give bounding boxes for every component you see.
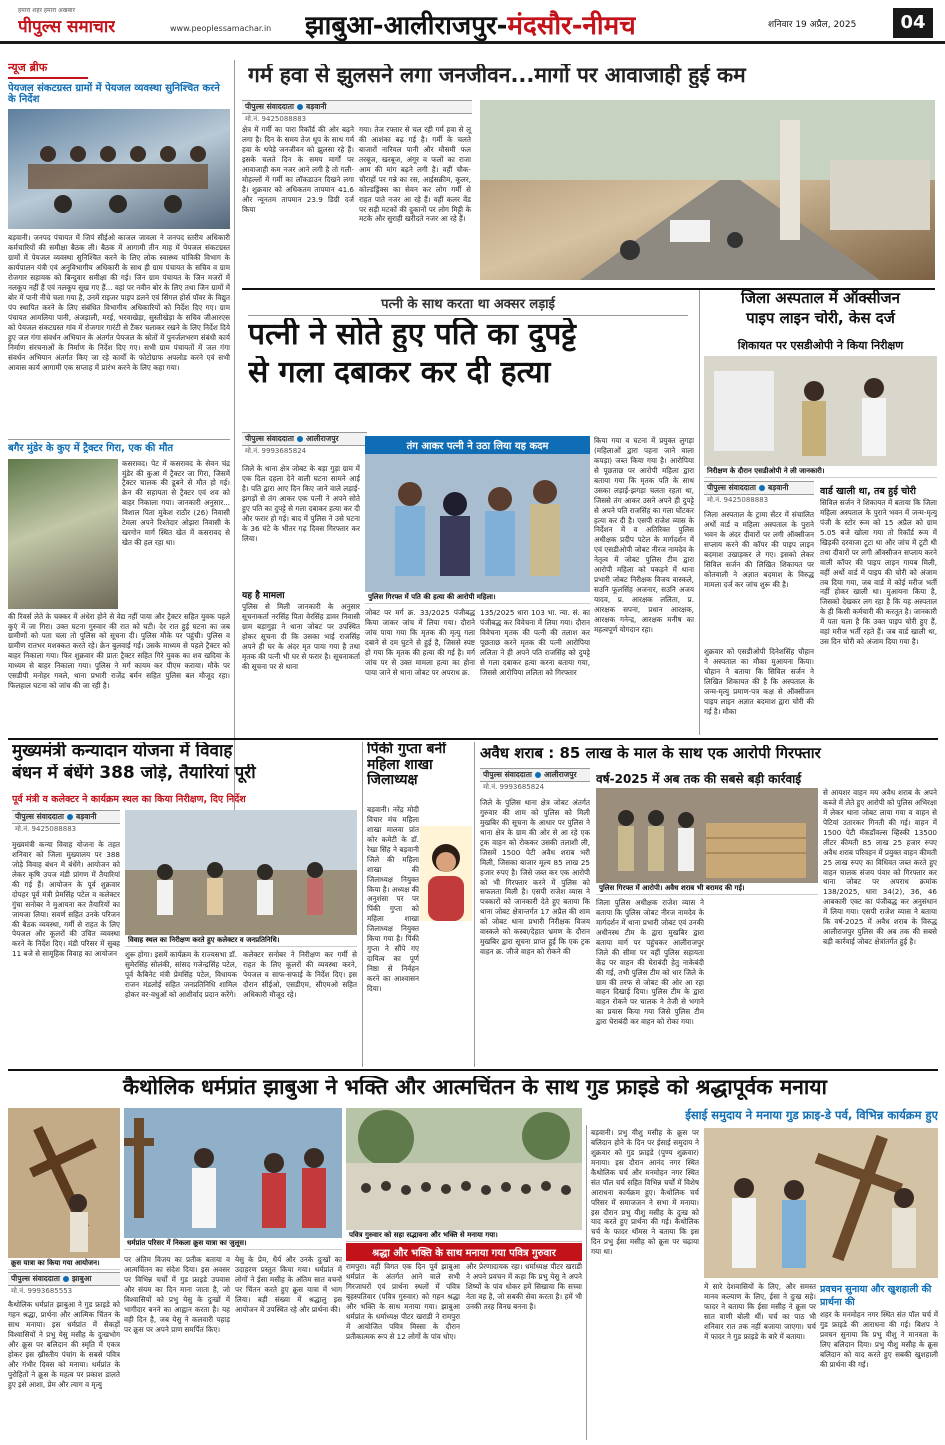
goodfriday-subhead: ईसाई समुदाय ने मनाया गुड फ्राइ-डे पर्व, विभिन्न कार्यक्रम हुए (685, 1108, 938, 1122)
heat-byline-name: पीपुल्स संवाददाता (245, 102, 294, 111)
hospital-illustration (704, 356, 937, 466)
brief-item2-body-part2: की रिवर्स लेते के चक्कर में अंधेरा होने से वेद्य नहीं पाया और ट्रैक्टर सहित युवक पहले कुएं में जा गिरा। उक्त घटना गुरुवार की रात को घटी। देर रात हुई घटना का जब ग्रामीणों को पता चला तो पुलिस को सूचना दी। पुलिस मौके पर पहुंची। पुलिस व ग्रामीण रातभर मशक्कत करते रहे। क्रेन बुलवाई गई। उसके माध्यम से पहले ट्रैक्टर को बाहर निकाला गया। फिर शुक्रवार की प्रातः ट्रैक्टर सहित गिरे युवक का शव खदिया के माध्यम से बाहर निकाला गया। पुलिस ने मर्ग कायम कर पीएम कराया। मौके पर एसडीपी मनोहर गवले, थाना प्रभारी राजेंद्र बर्मन सहित पुलिस बल मौजूद रहा। फिलहाल घटना को जांच की जा रही है। (8, 611, 230, 691)
goodfriday-byline-block (8, 1272, 120, 1297)
murder-photo-block (365, 436, 590, 604)
heat-byline-city: बड़वानी (305, 102, 327, 111)
column-divider (362, 742, 363, 1067)
murder-topline: पत्नी के साथ करता था अक्सर लड़ाई (248, 294, 688, 316)
liquor-photo (596, 788, 818, 883)
crowd-illustration (346, 1108, 582, 1230)
cross-procession-photo-1 (8, 1108, 120, 1258)
liquor-byline (480, 768, 590, 782)
goodfriday-col5: और प्रेरणादायक रहा। धर्माध्यक्ष पीटर खराडी ने अपने प्रवचन में कहा कि प्रभु येसु ने अपने शिष्यों के पांव धोकर हमें सिखाया कि सच्चा नेता वह है, जो सबकी सेवा करता है। हमें भी उनकी तरह विनम्र बनना है। (466, 1262, 582, 1311)
website-url[interactable]: www.peoplessamachar.in (170, 24, 272, 33)
hospital-mobile: मो.नं. 9425088883 (707, 496, 769, 504)
hospital-col2: सिविल सर्जन ने शिकायत में बताया कि जिला महिला अस्पताल के पुराने भवन में जन्म-मृत्यु पंजी के स्टोर रूम को 15 अप्रैल को ग्राम 5.05 बजे खोला गया तो रिकॉर्ड रूम में खिड़की दरवाजा टूटा था और जांच में टूटी थी तथा दीवारों पर लगी ऑक्सीजन सप्लाय करने वाली कॉपर की पाइप लाइन गायब मिली, वहीं अर्थो वार्ड में पाइप की चोरी को अंजाम तब दिया गया, जब वार्ड में कोई मरीज भर्ती नहीं होकर खाली था। मुआयना किया है, जिसको देखकर लग रहा है कि यह अस्पताल के ही किसी कर्मचारी की करतूत है। जानकारी में पता चला है कि उक्त पाइप चोरी हुए हैं, वहां मरीज भर्ती रहते हैं। जब वार्ड खाली था, उस दिन चोरी को अंजाम दिया गया है। (820, 498, 937, 647)
police-group-illustration (365, 454, 590, 592)
column-divider (474, 742, 475, 1067)
hospital-side-headline: वार्ड खाली था, तब हुई चोरी (820, 486, 917, 497)
kanyadan-photo-caption: विवाह स्थल का निरीक्षण करते हुए कलेक्टर व जनप्रतिनिधि। (125, 935, 357, 947)
goodfriday-side-headline: प्रवचन सुनाया और खुशहाली की प्रार्थना की (820, 1284, 932, 1308)
hospital-headline-line2: पाइप लाइन चोरी, केस दर्ज (746, 310, 895, 327)
liquor-col1: जिले के पुलिस थाना क्षेत्र जोबट अंतर्गत गुरुवार की शाम को पुलिस को मिली मुखबिर की सूचना के आधार पर पुलिस ने थाना क्षेत्र के ग्राम की ओर से आ रहे एक ट्रक वाहन को रोककर उसकी तलाशी ली, जिसमें 1500 पेटी अवैध शराब भरी मिली, जिसका बाजार मूल्य 85 लाख 25 हजार रुपए है। जिसे जब्त कर एक आरोपी को भी गिरफ्तार करने में पुलिस को सफलता मिली है। एसपी राजेश व्यास ने पत्रकारों को जानकारी देते हुए बताया कि थाना जोबट क्षेत्रान्तर्गत 17 अप्रैल की शाम को जोबट थाना प्रभारी निरीक्षक विजय वास्कले को कस्बा/देहात भ्रमण के दौरान मुखबिर द्वारा सूचना प्राप्त हुई कि एक ट्रक वाहन क्र. जीजे वाहन को रोकने की (480, 798, 590, 957)
kanyadan-col3: कलेक्टर सनोबर ने निरीक्षण कर गर्मी से राहत के लिए कूलरों की व्यवस्था करने, पेयजल व साफ-सफाई के निर्देश दिए। इस दौरान सीईओ, एसडीएम, सीएमओ सहित अधिकारी मौजूद रहे। (243, 950, 357, 999)
hospital-byline-city: बड़वानी (767, 483, 789, 492)
murder-byline-block (242, 432, 367, 462)
goodfriday-side-body: शहर के मनमोहन नगर स्थित संत पॉल चर्च में गुड फ्राइडे की आराधना की गई। बिशप ने प्रवचन सुनाया कि प्रभु यीशु ने मानवता के लिए बलिदान दिया। प्रभु यीशु मसीह के क्रूस बलिदान को याद करते हुए सबकी खुशहाली की प्रार्थना की गई। (820, 1310, 938, 1369)
liquor-byline-city: आलीराजपुर (543, 770, 577, 779)
meeting-illustration (8, 109, 230, 229)
bullet-icon (297, 104, 303, 110)
pinky-portrait (420, 826, 472, 921)
goodfriday-col2: पर अंतिम विजय का प्रतीक बताया व आत्मचिंतन का संदेश दिया। इस अवसर पर विभिन्न चर्चों में गुड फ्राइडे उपवास और संयम का दिन माना जाता है, जो विश्वासियों को प्रभु येसु के दुःखों में भागीदार बनने का आह्वान करता है। यह वही दिन है, जब येसु ने कलवारी पहाड़ पर क्रूस पर अपने प्राण समर्पित किए। (124, 1255, 230, 1334)
kanyadan-col1: मुख्यमंत्री कन्या विवाह योजना के तहत शनिवार को जिला मुख्यालय पर 388 जोड़े विवाह बंधन में बंधेंगे। आयोजन को लेकर कृषि उपज मंडी प्रांगण में तैयारियां की गई हैं। आयोजन के पूर्व शुक्रवार दोपहर पूर्व मंत्री प्रेमसिंह पटेल व कलेक्टर गुंचा सनोबर ने मुआयना कर तैयारियों का जायजा लिया। सवर्ण सहित उनके परिजन की बैठक व्यवस्था, गर्मी से राहत के लिए पेयजल और कूलरों की उचित व्यवस्था करने के निर्देश दिए। मंडी परिसर में सुबह 11 बजे से सामूहिक विवाह का आयोजन (12, 840, 120, 959)
goodfriday-caption-1: क्रूस यात्रा का किया गया आयोजन। (8, 1258, 120, 1270)
column-divider (586, 1125, 587, 1440)
hospital-byline-name: पीपुल्स संवाददाता (707, 483, 756, 492)
edition-date: शनिवार 19 अप्रैल, 2025 (768, 20, 857, 30)
hospital-byline-block (704, 481, 814, 506)
goodfriday-col6: बड़वानी। प्रभु यीशु मसीह के क्रूस पर बलिदान होने के दिन पर ईसाई समुदाय ने शुक्रवार को गुड फ्राइडे (पुण्य शुक्रवार) मनाया। इस दौरान आनंद नगर स्थित कैथोलिक चर्च और मनमोहन नगर स्थित संत पॉल चर्च सहित विभिन्न चर्चों में विशेष आराधना कार्यक्रम हुए। कैथोलिक चर्च परिसर में समाजजन ने सभा में मनाया। इस दौरान प्रभु यीशु मसीह के दुःख को याद करते हुए प्रार्थना की गई। कैथोलिक चर्च के फादर थॉमस ने बताया कि इस दिन प्रभु ईसा मसीह को क्रूस पर चढ़ाया गया था। (591, 1128, 699, 1257)
holy-thursday-crowd-photo (346, 1108, 582, 1230)
meeting-photo (8, 109, 230, 229)
kanyadan-photo (125, 810, 357, 935)
page-number: 04 (893, 8, 933, 38)
pinky-headline: पिंकी गुप्ता बनीं महिला शाखा जिलाध्यक्ष (367, 742, 446, 789)
brief-item2-body-part1: कसरावद। पेट में कसरावद के सेवन चंद्र मुंडेर की कुआ में ट्रैक्टर जा गिरा, जिसमें ट्रैक्टर चालक की डूबने से मौत हो गई। क्रेन की सहायता से ट्रैक्टर एवं शव को बाहर निकाला गया। जानकारी अनुसार... विशाल पिता मुकेश राठौर (26) निवासी टेमला अपने रिश्तेदार ओझरा निवासी के खरगोन मार्ग स्थित खेत में कसरावद से खेत की हल रहा था। (122, 458, 230, 548)
liquor-headline: अवैध शराब : 85 लाख के माल के साथ एक आरोपी गिरफ्तार (480, 745, 821, 762)
kanyadan-subhead: पूर्व मंत्री व कलेक्टर ने कार्यक्रम स्थल का किया निरीक्षण, दिए निर्देश (12, 794, 246, 805)
murder-col1b: पुलिस से मिली जानकारी के अनुसार सूचनाकर्ता नरसिंह पिता वेरसिंह डावर निवासी ग्राम बड़ागुड़ा ने थाना जोबट पर उपस्थित होकर सूचना दी कि उसका भाई राजसिंह अपने ही घर के अंदर मृत पाया गया है तथा मृतक की पत्नी भी घर से फरार है। सूचनाकर्ता की सूचना पर से थाना (242, 602, 360, 671)
section-rule (8, 738, 938, 740)
venue-inspection-illustration (125, 810, 357, 935)
heat-byline (242, 100, 472, 114)
heat-mobile: मो.नं. 9425088883 (245, 115, 307, 123)
pinky-body: बड़वानी। नरेंद्र मोदी विचार मंच महिला शाखा मालवा प्रांत कोर कमेटी के डॉ. रेखा सिंह ने बड़वानी जिले की महिला शाखा की जिलाध्यक्ष नियुक्त किया है। अध्यक्ष की अनुशंसा पर पर पिंकी गुप्ता को महिला शाखा जिलाध्यक्ष नियुक्त किया गया है। पिंकी गुप्ता ने सौंपे गए दायित्व का पूर्ण निष्ठा से निर्वहन करने का आश्वासन दिया। (367, 805, 419, 993)
murder-byline-name: पीपुल्स संवाददाता (245, 434, 294, 443)
bullet-icon (297, 436, 303, 442)
goodfriday-col1: कैथोलिक धर्मप्रांत झाबुआ ने गुड फ्राइडे को गहन श्रद्धा, प्रार्थना और आत्मिक चिंतन के साथ मनाया। इस धर्मप्रांत में सैकड़ों विश्वासियों ने प्रभु येसु मसीह के दुःखभोग और क्रूस पर बलिदान की स्मृति में एकत्र होकर इस ख्रीस्तीय पंचांग के सबसे पवित्र और गंभीर दिवस को मनाया। धर्मप्रांत के पुरोहितों ने क्रूस के महत्व पर प्रकाश डालते हुए इसे आशा, प्रेम और त्याग व मृत्यु (8, 1300, 120, 1389)
page-title (305, 6, 636, 42)
hospital-col1b: शुक्रवार को एसडीओपी दिनेशसिंह चौहान ने अस्पताल का मौका मुआयना किया। चौहान ने बताया कि सिविल सर्जन ने लिखित शिकायत की है कि अस्पताल के जन्म-मृत्यु प्रमाण-पत्र कक्ष से ऑक्सीजन पाइप लाइन अज्ञात बदमाश द्वारा चोरी की गई है। मौका (704, 647, 814, 716)
cross-illustration (8, 1108, 120, 1258)
hospital-photo (704, 356, 937, 466)
liquor-byline-block (480, 768, 590, 793)
liquor-col2: जिला पुलिस अधीक्षक राजेश व्यास ने बताया कि पुलिस जोबट नीरज नामदेव के मार्गदर्शन में थाना प्रभारी जोबट एवं उनकी अधीनस्थ टीम के द्वारा मुखबिर द्वारा बताया मार्ग पर पहुंचकर आलीराजपुर जिले की सीमा पर वहीं पुलिस सहायता केंद्र पर वाहन की घेराबंदी हेतु नाकेबंदी की गई, तभी पुलिस टीम को धार जिले के ग्राम की तरफ से जोबट की ओर आ रहा वाहन दिखाई दिया। पुलिस टीम के द्वारा वाहन रोकने पर चालक ने तेजी से भगाने का प्रयास किया गया जिसे पुलिस टीम द्वारा घेराबंदी कर वाहन को रोका गया। (596, 898, 704, 1027)
cross-bearing-illustration (704, 1128, 938, 1278)
page-title-red: मंदसौर-नीमच (507, 11, 636, 41)
murder-photo-caption: पुलिस गिरफ्त में पति की हत्या की आरोपी महिला। (365, 592, 590, 604)
kanyadan-headline-line1: मुख्यमंत्री कन्यादान योजना में विवाह (12, 742, 233, 761)
heat-story (242, 100, 472, 290)
goodfriday-byline (8, 1272, 120, 1286)
murder-photo-banner: तंग आकर पत्नी ने उठा लिया यह कदम (365, 436, 590, 454)
hospital-byline (704, 481, 814, 495)
section-rule (8, 1069, 938, 1071)
hospital-subhead: शिकायत पर एसडीओपी ने किया निरीक्षण (737, 339, 904, 352)
brief-item1-headline: पेयजल संकटग्रस्त ग्रामों में पेयजल व्यवस्था सुनिश्चित करने के निर्देश (8, 83, 220, 106)
murder-col4: किया गया व घटना में प्रयुक्त लुगड़ा (महिलाओं द्वारा पहना जाने वाला कपड़ा) जब्त किया गया है। आरोपिया से पूछताछ पर आरोपी महिला द्वारा बताया गया कि मृतक पति के साथ उसका लड़ाई-झगड़ा चलता रहता था, जिससे तंग आकर उसने अपने ही दुपट्टे से अपने पति राजसिंह का गला घोंटकर हत्या कर दी है। एसपी राजेश व्यास के निर्देशन में व अतिरिक्त पुलिस अधीक्षक प्रदीप पटेल के मार्गदर्शन में एवं एसडीओपी जोबट नीरज नामदेव के नेतृत्व में जोबट पुलिस टीम द्वारा आरोपी महिला को पकड़ने में थाना प्रभारी जोबट निरीक्षक विजय वास्कले, सउनि फूलसिंह अजनार, सउनि अजय यादव, प्र. आरक्षक ललिता, प्र. आरक्षक सपना, प्रधान आरक्षक, आरक्षक गनेन्द्र, आरक्षक मनीष का महत्वपूर्ण योगदान रहा। (594, 436, 694, 634)
goodfriday-col3: येसु के प्रेम, धैर्य और उनके दुःखों का उदाहरण प्रस्तुत किया गया। धर्मप्रांत में लोगों ने ईसा मसीह के अंतिम सात वचनों पर चिंतन करते हुए क्रूस यात्रा में भाग लिया। बड़ी संख्या में श्रद्धालु इस आयोजन में उपस्थित रहे और प्रार्थना की। (235, 1255, 342, 1314)
church-procession-photo (124, 1108, 342, 1238)
heat-col1: क्षेत्र में गर्मी का पारा रिकॉर्ड की ओर बढ़ने लगा है। दिन के समय तेज धूप के साथ गर्म हवा के थपेड़े जनजीवन को झुलसा रहे हैं। इसके चलते दिन के समय मार्गों पर आवाजाही कम नजर आने लगी है तो गली-मोहल्लों में गर्मी का लॉकडाउन दिखने लगा है। शुक्रवार को अधिकतम तापमान 41.6 और न्यूनतम तापमान 23.9 डिग्री दर्ज किया (242, 125, 354, 214)
liquor-mobile: मो.नं. 9993685824 (483, 783, 545, 791)
kanyadan-byline-name: पीपुल्स संवाददाता (15, 812, 64, 821)
kanyadan-byline-block (12, 810, 120, 835)
logo-text: पीपुल्स समाचार (18, 17, 116, 37)
goodfriday-byline-city: झाबुआ (71, 1274, 92, 1283)
liquor-subhead: वर्ष-2025 में अब तक की सबसे बड़ी कार्रवाई (596, 772, 802, 786)
bullet-icon (759, 485, 765, 491)
kanyadan-mobile: मो.नं. 9425088883 (15, 825, 77, 833)
brief-item2-headline: बगैर मुंडेर के कुए में ट्रैक्टर गिरा, एक की मौत (8, 439, 230, 454)
goodfriday-caption-2: धर्मप्रांत परिसर में निकला क्रूस यात्रा का जुलूस। (124, 1238, 342, 1250)
heat-col2: गया। तेज रफ्तार से चल रही गर्म हवा से लू की आशंका बढ़ गई है। गर्मी के चलते बाजारों नारियल पानी और मौसमी फल तरबूज, खरबूज, अंगूर व फलों का राजा आम की मांग बढ़ने लगी है। वहीं चौक-चौराहों पर गन्ने का रस, आईसक्रीम, कूलर, कोल्डड्रिंक्स का सेवन कर लोग गर्मी से राहत पाते नजर आ रहे हैं। वहीं कलर वेंड पर सड़ी मटकों की दुकानों पर लोग मिट्टी के मटके और सुराही खरीदते नजर आ रहे हैं। (359, 125, 471, 224)
kanyadan-headline-line2: बंधन में बंधेंगे 388 जोड़े, तैयारियां पूरी (12, 764, 256, 783)
church-service-illustration (124, 1108, 342, 1238)
column-divider (699, 290, 700, 735)
seized-liquor-illustration (596, 788, 818, 883)
holy-thursday-banner: श्रद्धा और भक्ति के साथ मनाया गया पवित्र गुरुवार (346, 1243, 582, 1261)
goodfriday-mobile: मो.नं. 9993685553 (11, 1287, 73, 1295)
street-illustration (480, 100, 935, 280)
logo-tagline: हमारा शहर हमारा अखबार (18, 7, 76, 14)
street-photo (480, 100, 935, 280)
murder-subhead: यह है मामला (242, 591, 285, 601)
masthead (0, 0, 945, 44)
page-title-black: झाबुआ-आलीराजपुर- (305, 11, 508, 41)
liquor-photo-caption: पुलिस गिरफ्त में आरोपी। अवैध शराब भी बरामद की गई। (596, 883, 818, 895)
hospital-col1: जिला अस्पताल के ट्रामा सेंटर में संचालित अर्थो वार्ड व महिला अस्पताल के पुराने भवन के अंदर दीवारों पर लगी ऑक्सीजन सप्लाय करने की कॉपर की पाइप लाइन बदमाश उखाड़कर ले गए। इसको लेकर सिविल सर्जन की लिखित शिकायत पर कोतवाली ने अज्ञात बदमाश के विरुद्ध मामला दर्ज कर जांच शुरू की है। (704, 510, 814, 589)
liquor-byline-name: पीपुल्स संवाददाता (483, 770, 532, 779)
goodfriday-byline-name: पीपुल्स संवाददाता (11, 1274, 60, 1283)
goodfriday-col4: रामपुरा। वहीं विगत एक दिन पूर्व झाबुआ धर्मप्रांत के अंतर्गत आने वाले सभी गिरजाघरों एवं प्रार्थना स्थलों में पवित्र बृहस्पतिवार (पवित्र गुरुवार) को गहन श्रद्धा और भक्ति के साथ मनाया गया। झाबुआ धर्मप्रांत के धर्माध्यक्ष पीटर खराडी ने रामपुरा में आयोजित पवित्र मिस्सा के दौरान प्रतीकात्मक रूप से 12 लोगों के पांव धोए। (346, 1262, 460, 1341)
tractor-well-photo (8, 459, 118, 609)
kanyadan-byline-city: बड़वानी (75, 812, 97, 821)
brief-item1-body: बड़वानी। जनपद पंचायत में जिपं सीईओ काजल जावला ने जनपद स्तरीय अधिकारी कर्मचारियों की समीक्षा बैठक ली। बैठक में आगामी तीन माह में पेयजल संकटग्रस्त ग्रामों में पेयजल व्यवस्था सुनिश्चित करने के लिए लोक स्वास्थ्य यांत्रिकी विभाग के कार्यपालन यंत्री एवं अनुविभागीय अधिकारी के साथ ही ग्राम पंचायत के सचिव व ग्राम रोजगार सहायक को बिन्दुवार समीक्षा की गई। जिन ग्राम पंचायत के जिन मजरों में नलकूप नहीं हैं एवं नलकूप सूख गए हैं... वहां पर नवीन बोर के लिए तथा जिन ग्रामों में बोर में पानी नीचे चला गया है, उनमें राइजर पाइप डलने एवं सिंगल होर्स पॉवर के विद्युत पंप स्थापित करने के लिए संबंधित विभागीय अधिकारियों को निर्देश दिए गए। ग्राम पंचायत आमलिया पानी, अंजड़ाली, मरई, भरवाखेड़ा, सुस्तीखेड़ा के सचिव जीआरएस को पेयजल संकटग्रस्त गांव में रोजगार गारंटी से टैंकर चलाकर रखने के लिए निर्देश दिये हुए जल गंगा संवर्धन अभियान के अंतर्गत पेयजल के स्रोतों में पुनर्जलभरण संबंधी कार्य निर्माण संरचनाओं के निर्माण के निर्देश दिए गए। सभी ग्राम पंचायतों में जल गंगा संवर्धन अभियान अंतर्गत किए जा रहे कार्यों के फोटोग्राफ अपलोड करने एवं सभी आवास कार्य आगामी एक सप्ताह में प्रारंभ करने के लिए कहा गया। (8, 233, 230, 372)
kanyadan-col2: शुरू होगा। इसमें कार्यक्रम के राज्यसभा डॉ. सुमेरसिंह सोलंकी, सांसद गजेन्द्रसिंह पटेल, पूर्व कैबिनेट मंत्री प्रेमसिंह पटेल, विधायक राजन मंडलोई सहित जनप्रतिनिधि शामिल होकर वर-वधुओं को आशीर्वाद प्रदान करेंगे। (125, 950, 237, 999)
murder-byline (242, 432, 367, 446)
portrait-illustration (420, 826, 472, 921)
bullet-icon (63, 1276, 69, 1282)
hospital-headline-line1: जिला अस्पताल में ऑक्सीजन (740, 290, 901, 307)
liquor-col2-spill (710, 898, 818, 1066)
badwani-goodfriday-photo (704, 1128, 938, 1278)
liquor-col3: से आयशर वाहन मय अवैध शराब के अपने कब्जे में लेते हुए आरोपी को पुलिस अभिरक्षा में लेकर थाना जोबट लाया गया व वाहन से पेटियां उतारकर गिनती की गई। वाहन में 1500 पेटी मॅकडॉवल्स व्हिस्की 13500 लीटर कीमती 85 लाख 25 हजार रुपए अवैध शराब परिवहन में प्रयुक्त वाहन कीमती 25 लाख रुपए का विधिवत जब्त करते हुए वाहन चालक संजय पंवार को गिरफ्तार कर थाना जोबट पर अपराध क्रमांक 138/2025, धारा 34(2), 36, 46 आबकारी एक्ट का पंजीबद्ध कर अनुसंधान में लिया गया। एसपी राजेश व्यास ने बताया कि वर्ष-2025 में अवैध शराब के विरुद्ध आलीराजपुर पुलिस की अब तक की सबसे बड़ी कार्रवाई जोबट क्षेत्रांतर्गत हुई है। (823, 788, 937, 947)
goodfriday-headline: कैथोलिक धर्मप्रांत झाबुआ ने भक्ति और आत्मचिंतन के साथ गुड फ्राइडे को श्रद्धापूर्वक मनाया (123, 1076, 827, 1099)
murder-headline-line1: पत्नी ने सोते हुए पति का दुपट्टे (248, 318, 577, 352)
goodfriday-col7: में सारे देशवासियों के लिए, और समस्त मानव कल्याण के लिए, ईसा ने दुःख सहे। फादर ने बताया कि ईसा मसीह ने क्रूस पर सात वाणी बोली थीं। चर्च का पाठ भी शनिवार रात तक नहीं बजाया जाएगा। चर्च में फादर ने गुड फ्राइडे के बारे में बताया। (704, 1282, 816, 1341)
murder-mobile: मो.नं. 9993685824 (245, 447, 307, 455)
news-brief-label: न्यूज ब्रीफ (8, 60, 88, 79)
newspaper-logo (18, 6, 115, 37)
murder-col2: जोबट पर मर्ग क्र. 33/2025 पंजीबद्ध किया जाकर जांच में लिया गया। दौराने जांच पाया गया कि मृतक की मृत्यु गला दबाने से दम घुटने से हुई है, जिससे स्पष्ट हो गया कि मृतक की हत्या की गई है। मर्ग जांच पर से उक्त मामला हत्या का होना पाया जाने से थाना जोबट पर अपराध क्र. (365, 608, 475, 677)
hospital-photo-caption: निरीक्षण के दौरान एसडीओपी ने ली जानकारी। (704, 466, 937, 478)
murder-col3: 135/2025 धारा 103 भा. न्या. सं. का पंजीबद्ध कर विवेचना में लिया गया। दौरान विवेचना मृतक की पत्नी की तलाश कर पूछताछ करने मृतक की पत्नी आरोपिया ललिता ने ही अपने पति राजसिंह को दुपट्टे से गला दबाकर हत्या करना बताया गया, जिससे आरोपिया ललिता को गिरफ्तार (480, 608, 590, 677)
goodfriday-caption-3: पवित्र गुरुवार को सहा सद्भावना और भक्ति से मनाया गया। (346, 1230, 582, 1242)
murder-headline-line2: से गला दबाकर कर दी हत्या (248, 356, 551, 390)
bullet-icon (67, 814, 73, 820)
murder-col1a: जिले के थाना क्षेत्र जोबट के बड़ा गुड़ा ग्राम में एक दिल दहला देने वाली घटना सामने आई है। पति द्वारा आए दिन किए जाने वाले लड़ाई-झगड़ों से तंग आकर एक पत्नी ने अपने सोते हुए पति का दुपट्टे से गला दबाकर हत्या कर दी और फरार हो गई। बाद में पुलिस ने उसे घटना के 36 घंटे के भीतर गढ़ दिवस गिरफ्तार कर लिया। (242, 464, 360, 543)
kanyadan-byline (12, 810, 120, 824)
bullet-icon (535, 772, 541, 778)
murder-byline-city: आलीराजपुर (305, 434, 339, 443)
accused-photo (365, 454, 590, 592)
heat-headline: गर्म हवा से झुलसने लगा जनजीवन...मार्गो पर आवाजाही हुई कम (248, 64, 746, 87)
